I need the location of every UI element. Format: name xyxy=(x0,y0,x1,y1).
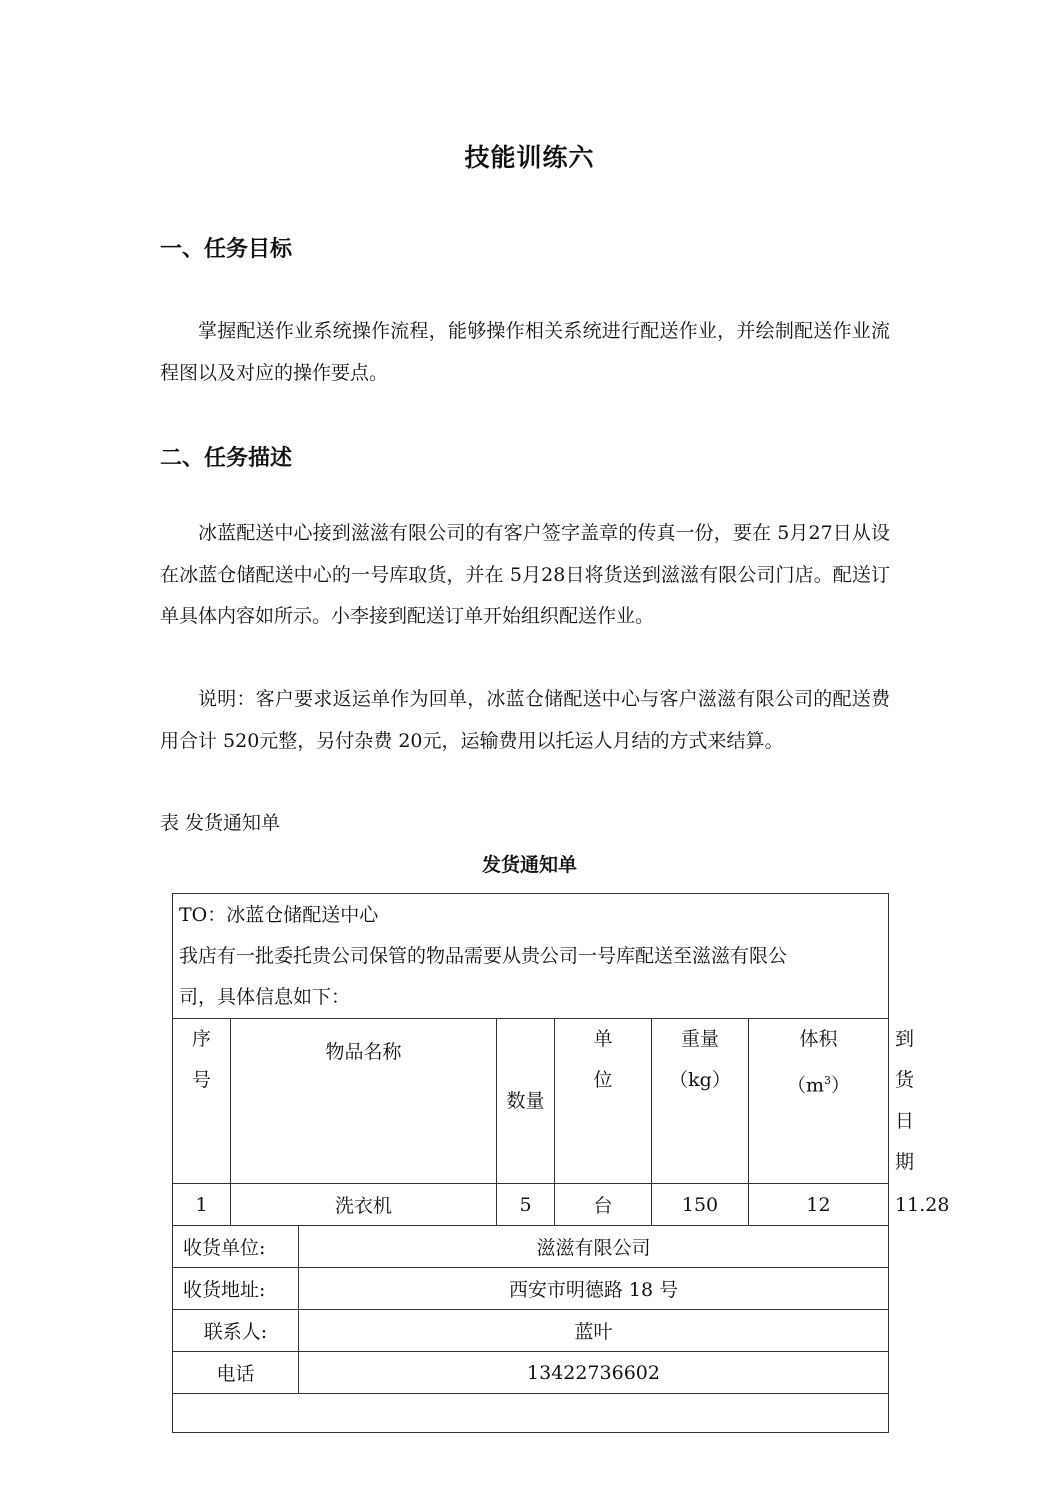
header-unit: 单 位 xyxy=(555,1019,652,1184)
goal-paragraph: 掌握配送作业系统操作流程，能够操作相关系统进行配送作业，并绘制配送作业流程图以及对应的操作要点。 xyxy=(160,320,890,384)
intro-line-1: 我店有一批委托贵公司保管的物品需要从贵公司一号库配送至滋滋有限公 xyxy=(179,944,788,967)
table-title: 发货通知单 xyxy=(481,854,577,876)
header-quantity: 数量 xyxy=(497,1019,555,1184)
header-seq: 序 号 xyxy=(173,1019,231,1184)
page-title: 技能训练六 xyxy=(464,143,595,172)
item-volume: 12 xyxy=(749,1184,889,1226)
delivery-notice-table xyxy=(172,893,950,1433)
item-unit: 台 xyxy=(555,1184,652,1226)
item-name: 洗衣机 xyxy=(231,1184,497,1226)
receiver-row xyxy=(173,1226,889,1268)
blank-row xyxy=(173,1394,889,1433)
phone-value: 13422736602 xyxy=(299,1352,889,1394)
address-label: 收货地址: xyxy=(173,1268,299,1310)
item-quantity: 5 xyxy=(497,1184,555,1226)
table-caption: 表 发货通知单 xyxy=(160,812,281,834)
contact-label: 联系人: xyxy=(173,1310,299,1352)
header-item-name: 物品名称 xyxy=(231,1019,497,1184)
notice-intro xyxy=(173,894,889,1019)
phone-label: 电话 xyxy=(173,1352,299,1394)
contact-value: 蓝叶 xyxy=(299,1310,889,1352)
header-volume: 体积 $(m^3)$ xyxy=(749,1019,889,1184)
description-paragraph: 冰蓝配送中心接到滋滋有限公司的有客户签字盖章的传真一份，要在 5月27日从设在冰蓝仓储配送中心的一号库取货，并在 5月28日将货送到滋滋有限公司门店。配送订单具体内容如所示。小李接到配送订单开始组织配送作业。 xyxy=(160,522,890,627)
table-row: 1 洗衣机 5 台 150 12 11.28 xyxy=(173,1184,889,1226)
address-row xyxy=(173,1268,889,1310)
section-heading-goal: 一、任务目标 xyxy=(160,236,293,262)
phone-row xyxy=(173,1352,889,1394)
intro-line-2: 司，具体信息如下： xyxy=(179,985,351,1008)
receiver-label: 收货单位: xyxy=(173,1226,299,1268)
item-seq: 1 xyxy=(173,1184,231,1226)
address-value: 西安市明德路 18 号 xyxy=(299,1268,889,1310)
to-line: TO：冰蓝仓储配送中心 xyxy=(179,903,379,926)
note-paragraph: 说明：客户要求返运单作为回单，冰蓝仓储配送中心与客户滋滋有限公司的配送费用合计 520元整，另付杂费 20元，运输费用以托运人月结的方式来结算。 xyxy=(160,688,890,752)
section-heading-description: 二、任务描述 xyxy=(160,445,293,471)
receiver-value: 滋滋有限公司 xyxy=(299,1226,889,1268)
contact-row xyxy=(173,1310,889,1352)
item-weight: 150 xyxy=(652,1184,749,1226)
table-header-row: 序 号 物品名称 数量 单 位 重量 （kg） 体积 $(m^3)$ 到货日期 xyxy=(173,1019,889,1184)
header-weight: 重量 （kg） xyxy=(652,1019,749,1184)
